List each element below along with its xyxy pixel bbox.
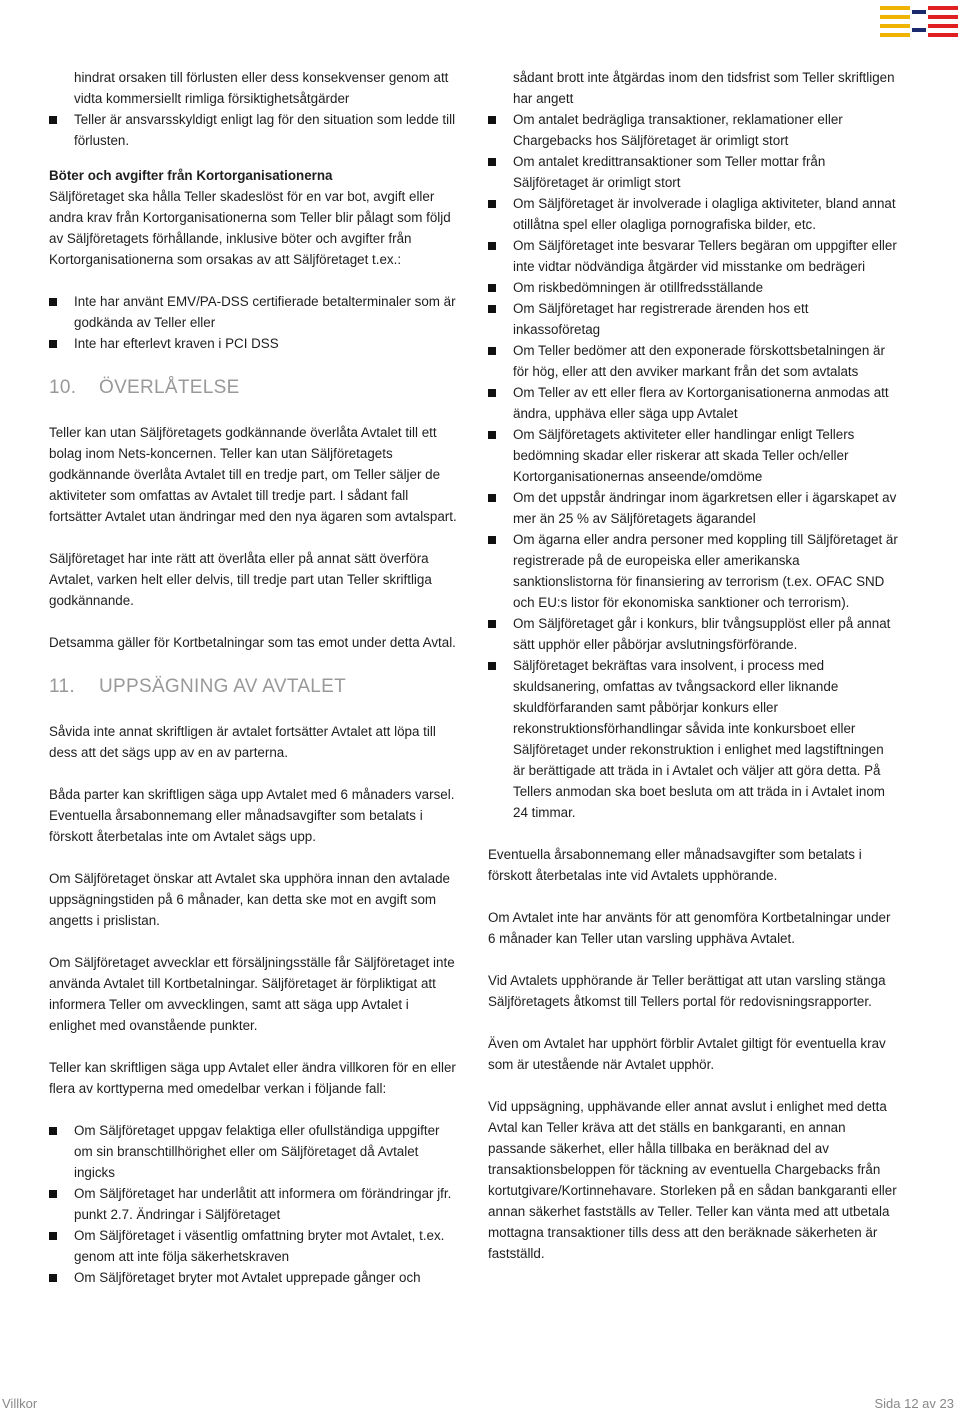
section-title: ÖVERLÅTELSE <box>99 377 240 398</box>
paragraph: Vid Avtalets upphörande är Teller berättigat att utan varsling stänga Säljföretagets åtkomst till Tellers portal för redovisningsrapporter. <box>488 973 886 1009</box>
section-number: 10. <box>49 377 77 398</box>
paragraph: Även om Avtalet har upphört förblir Avtalet giltigt för eventuella krav som är utestående när Avtalet upphör. <box>488 1036 886 1072</box>
list-item: Om Säljföretaget är involverade i olagliga aktiviteter, bland annat otillåtna spel eller olagliga pornografiska bilder, etc. <box>488 193 898 235</box>
list-item: Om Säljföretaget har registrerade ärenden hos ett inkassoföretag <box>488 298 898 340</box>
page-number: Sida 12 av 23 <box>874 1396 954 1411</box>
section-10-heading <box>49 375 459 401</box>
footer-title: Villkor <box>2 1396 38 1411</box>
paragraph: Såvida inte annat skriftligen är avtalet fortsätter Avtalet att löpa till dess att det sägs upp av en av parterna. <box>49 724 436 760</box>
fines-bullet-list <box>49 291 459 354</box>
list-item: Om det uppstår ändringar inom ägarkretsen eller i ägarskapet av mer än 25 % av Säljföretagets ägarandel <box>488 487 898 529</box>
list-item: Om Säljföretagets aktiviteter eller handlingar enligt Tellers bedömning skadar eller riskerar att skada Teller och/eller Kortorganisationernas anseende/omdöme <box>488 424 898 487</box>
list-item: Om Säljföretaget i väsentlig omfattning bryter mot Avtalet, t.ex. genom att inte följa säkerhetskraven <box>49 1225 459 1267</box>
section-number: 11. <box>49 676 75 697</box>
paragraph: Vid uppsägning, upphävande eller annat avslut i enlighet med detta Avtal kan Teller kräva att det ställs en bankgaranti, en annan passande säkerhet, eller hålla tillbaka en beräknad del av transaktionsbeloppen för täckning av eventuella Chargebacks från kortutgivare/Kortinnehavare. Storleken på en sådan bankgaranti eller annan säkerhet fastställs av Teller. Teller kan vänta med att utbetala mottagna transaktioner tills dess att den beräknade säkerheten är fastställd. <box>488 1099 897 1261</box>
section-11-heading <box>49 674 459 700</box>
termination-bullet-list-continued <box>488 109 898 823</box>
list-item: Om Säljföretaget har underlåtit att informera om förändringar jfr. punkt 2.7. Ändringar i Säljföretaget <box>49 1183 459 1225</box>
paragraph: Teller kan skriftligen säga upp Avtalet eller ändra villkoren för en eller flera av korttyperna med omedelbar verkan i följande fall: <box>49 1060 456 1096</box>
list-item: Om Säljföretaget uppgav felaktiga eller ofullständiga uppgifter om sin branschtillhörighet eller om Säljföretaget då Avtalet ingicks <box>49 1120 459 1183</box>
paragraph: Om Säljföretaget avvecklar ett försäljningsställe får Säljföretaget inte använda Avtalet till Kortbetalningar. Säljföretaget är förpliktigat att informera Teller om avvecklingen, samt att säga upp Avtalet i enlighet med ovanstående punkter. <box>49 955 455 1033</box>
paragraph: Detsamma gäller för Kortbetalningar som tas emot under detta Avtal. <box>49 635 456 650</box>
paragraph: Om Avtalet inte har använts för att genomföra Kortbetalningar under 6 månader kan Teller utan varsling upphäva Avtalet. <box>488 910 891 946</box>
list-item: Om Säljföretaget inte besvarar Tellers begäran om uppgifter eller inte vidtar nödvändiga åtgärder vid misstanke om bedrägeri <box>488 235 898 277</box>
paragraph: Teller kan utan Säljföretagets godkännande överlåta Avtalet till ett bolag inom Nets-koncernen. Teller kan utan Säljföretagets godkännande överlåta Avtalet till en tredje part, om Teller säljer de aktiviteter som omfattas av Avtalet till tredje part. I sådant fall fortsätter Avtalet utan ändringar med den nya ägaren som avtalspart. <box>49 425 457 524</box>
paragraph: Säljföretaget har inte rätt att överlåta eller på annat sätt överföra Avtalet, varken helt eller delvis, till tredje part utan Teller skriftliga godkännande. <box>49 551 432 608</box>
paragraph: Eventuella årsabonnemang eller månadsavgifter som betalats i förskott återbetalas inte vid Avtalets upphörande. <box>488 847 862 883</box>
bullet-continuation: sådant brott inte åtgärdas inom den tidsfrist som Teller skriftligen har angett <box>513 70 895 106</box>
list-item: Inte har efterlevt kraven i PCI DSS <box>49 333 459 354</box>
paragraph: Båda parter kan skriftligen säga upp Avtalet med 6 månaders varsel. Eventuella årsabonnemang eller månadsavgifter som betalats i förskott återbetalas inte om Avtalet sägs upp. <box>49 787 455 844</box>
left-column <box>49 67 459 1288</box>
fines-paragraph: Säljföretaget ska hålla Teller skadeslöst för en var bot, avgift eller andra krav från Kortorganisationerna som Teller blir pålagt som följd av Säljföretagets förhållande, inklusive böter och avgifter från Kortorganisationerna som orsakas av att Säljföretaget t.ex.: <box>49 189 451 267</box>
list-item: Om Säljföretaget går i konkurs, blir tvångsupplöst eller på annat sätt upphör eller påbörjar avslutningsförförande. <box>488 613 898 655</box>
list-item: Om riskbedömningen är otillfredsställande <box>488 277 898 298</box>
termination-bullet-list <box>49 1120 459 1288</box>
right-column <box>488 67 898 1285</box>
list-item: Om antalet bedrägliga transaktioner, reklamationer eller Chargebacks hos Säljföretaget är orimligt stort <box>488 109 898 151</box>
list-item: Om Teller av ett eller flera av Kortorganisationerna anmodas att ändra, upphäva eller säga upp Avtalet <box>488 382 898 424</box>
nets-logo-icon <box>880 6 958 38</box>
list-item: Om antalet kredittransaktioner som Teller mottar från Säljföretaget är orimligt stort <box>488 151 898 193</box>
list-item: Inte har använt EMV/PA-DSS certifierade betalterminaler som är godkända av Teller eller <box>49 291 459 333</box>
paragraph: Om Säljföretaget önskar att Avtalet ska upphöra innan den avtalade uppsägningstiden på 6 månader, kan detta ske mot en avgift som angetts i prislistan. <box>49 871 450 928</box>
list-item: Om Teller bedömer att den exponerade förskottsbetalningen är för hög, eller att den avviker markant från det som avtalats <box>488 340 898 382</box>
intro-continuation: hindrat orsaken till förlusten eller dess konsekvenser genom att vidta kommersiellt rimliga försiktighetsåtgärder <box>74 70 449 106</box>
list-item: Om Säljföretaget bryter mot Avtalet upprepade gånger och <box>49 1267 459 1288</box>
list-item: Om ägarna eller andra personer med koppling till Säljföretaget är registrerade på de europeiska eller amerikanska sanktionslistorna för finansiering av terrorism (t.ex. OFAC SND och EU:s listor för ekonomiska sanktioner och terrorism). <box>488 529 898 613</box>
fines-heading: Böter och avgifter från Kortorganisationerna <box>49 168 333 183</box>
section-title: UPPSÄGNING AV AVTALET <box>99 676 347 697</box>
list-item: Teller är ansvarsskyldigt enligt lag för den situation som ledde till förlusten. <box>49 109 459 151</box>
list-item: Säljföretaget bekräftas vara insolvent, i process med skuldsanering, omfattas av tvångsackord eller liknande skuldförfaranden samt påbörjar konkurs eller rekonstruktionsförhandlingar såvida inte konkursboet eller Säljföretaget under rekonstruktion i enlighet med lagstiftningen är berättigade att träda in i Avtalet och väljer att göra detta. På Tellers anmodan ska boet besluta om att träda in i Avtalet inom 24 timmar. <box>488 655 898 823</box>
intro-bullet-list <box>49 109 459 151</box>
